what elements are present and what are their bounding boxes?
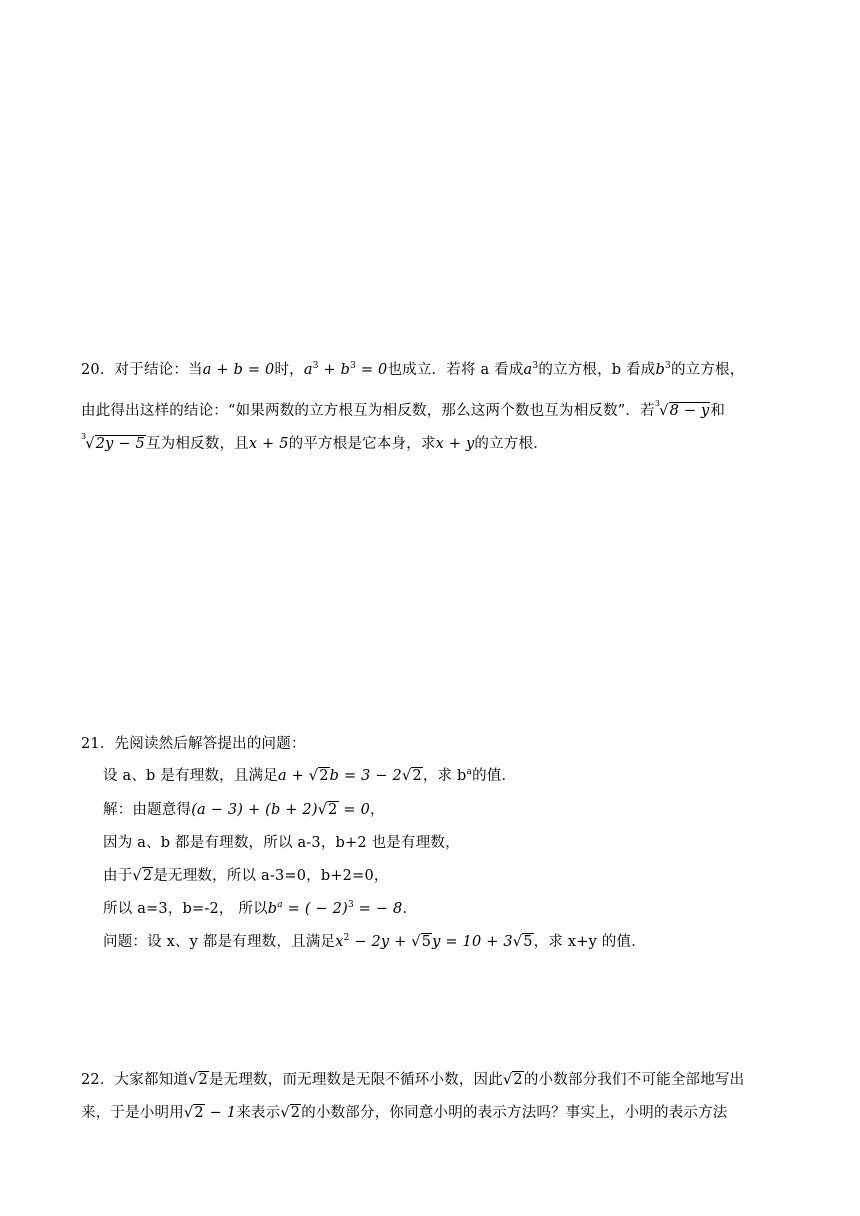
math: − 1 [204,1105,237,1121]
math: 𝑎 [523,362,533,378]
sqrt: √2 [188,1072,208,1088]
text: 20．对于结论：当 [81,362,203,378]
q22-line-1 [81,1070,781,1090]
radicand: 5 [421,934,432,950]
radicand: 2𝑦 − 5 [95,436,145,452]
radicand: 2 [513,1072,523,1088]
q21-line-4: 因为 a、b 都是有理数，所以 a-3，b+2 也是有理数， [103,835,460,851]
text: 来表示 [236,1105,281,1121]
q20-line-3 [81,427,781,454]
radicand: 2 [290,1105,301,1121]
math: − 2𝑦 + [349,934,412,950]
radicand: 2 [194,1105,204,1121]
text: 互为相反数，且 [145,436,249,452]
text: ， [370,802,385,818]
radicand: 2 [319,768,329,784]
math: 𝑏 [655,362,665,378]
sqrt: √2 [132,868,153,884]
text: 的小数部分我们不可能全部地写出 [523,1072,745,1088]
text: 时， [274,362,304,378]
text: 是无理数，而无理数是无限不循环小数，因此 [208,1072,503,1088]
math: = 0 [356,362,388,378]
text: 的平方根是它本身，求 [288,436,436,452]
text: ，求 b [422,768,467,784]
q21-line-7 [103,932,803,952]
root-index: 3 [81,432,87,441]
text: 由于 [103,868,133,884]
text: 由此得出这样的结论：“如果两数的立方根互为相反数，那么这两个数也互为相反数”．若 [81,403,655,419]
math: (𝑎 − 3) + (𝑏 + 2) [191,802,318,818]
text: 的立方根． [474,436,548,452]
math: 𝑦 = 10 + 3 [432,934,513,950]
text: 22．大家都知道 [81,1072,189,1088]
cube-root: $^3$√2𝑦 − 5 [81,432,145,452]
math-sup: 3 [350,361,357,372]
math-sup: 3 [347,900,354,911]
math: 𝑥 + 𝑦 [435,436,475,452]
radicand: 2 [142,868,153,884]
sqrt: √2 [401,768,422,784]
math-sup: 𝑎 [277,900,283,911]
radicand: 2 [412,768,422,784]
radicand: 5 [523,934,533,950]
math: 𝑎 + [277,768,309,784]
math: 𝑏 = 3 − 2 [329,768,402,784]
sqrt: √5 [512,934,533,950]
root-index: 3 [654,399,661,408]
math-sup: 2 [343,933,350,944]
math-sup: 3 [312,361,319,372]
q21-line-3 [103,800,803,820]
math: 𝑏 [267,901,278,917]
q21-line-1: 21．先阅读然后解答提出的问题： [81,736,306,752]
text: 的小数部分，你同意小明的表示方法吗？事实上，小明的表示方法 [301,1105,728,1121]
q21-line-5 [103,866,803,886]
math: = − 8 [353,901,403,917]
radicand: 2 [328,802,338,818]
math: = ( − 2) [282,901,348,917]
sqrt: √2 [317,802,338,818]
q21-line-6 [103,899,803,919]
text: 来，于是小明用 [81,1105,184,1121]
text: 和 [710,403,726,419]
sqrt: √2 [280,1105,301,1121]
text: ． [402,901,418,917]
sqrt: √2 [502,1072,523,1088]
math: 𝑥 + 5 [248,436,289,452]
cube-root: $^3$√8 − 𝑦 [654,399,710,419]
math: 𝑎 + 𝑏 = 0 [202,362,275,378]
q20-line-2 [81,394,781,421]
radicand: 8 − 𝑦 [669,403,710,419]
math-sup: 3 [532,361,539,372]
text: 问题：设 x、y 都是有理数，且满足 [103,934,336,950]
text: 解：由题意得 [103,802,192,818]
text: 的值． [472,768,517,784]
math: 𝑎 [303,362,313,378]
math: = 0 [338,802,371,818]
math: + 𝑏 [318,362,351,378]
text: 设 a、b 是有理数，且满足 [103,768,278,784]
text: 是无理数，所以 a-3=0，b+2=0， [153,868,389,884]
sqrt: √2 [308,768,329,784]
radicand: 2 [198,1072,208,1088]
q21-line-2 [103,766,803,786]
sqrt: √2 [183,1105,204,1121]
text: 的立方根，b 看成 [538,362,656,378]
q20-line-1 [81,360,781,380]
text: 所以 a=3，b=-2， 所以 [103,901,268,917]
text: 的立方根， [670,362,745,378]
text: 也成立．若将 a 看成 [387,362,524,378]
sqrt: √5 [411,934,432,950]
text: ，求 x+y 的值． [533,934,646,950]
math: 𝑥 [335,934,344,950]
q22-line-2 [81,1103,781,1123]
sup: a [466,767,473,778]
math-sup: 3 [665,361,671,372]
